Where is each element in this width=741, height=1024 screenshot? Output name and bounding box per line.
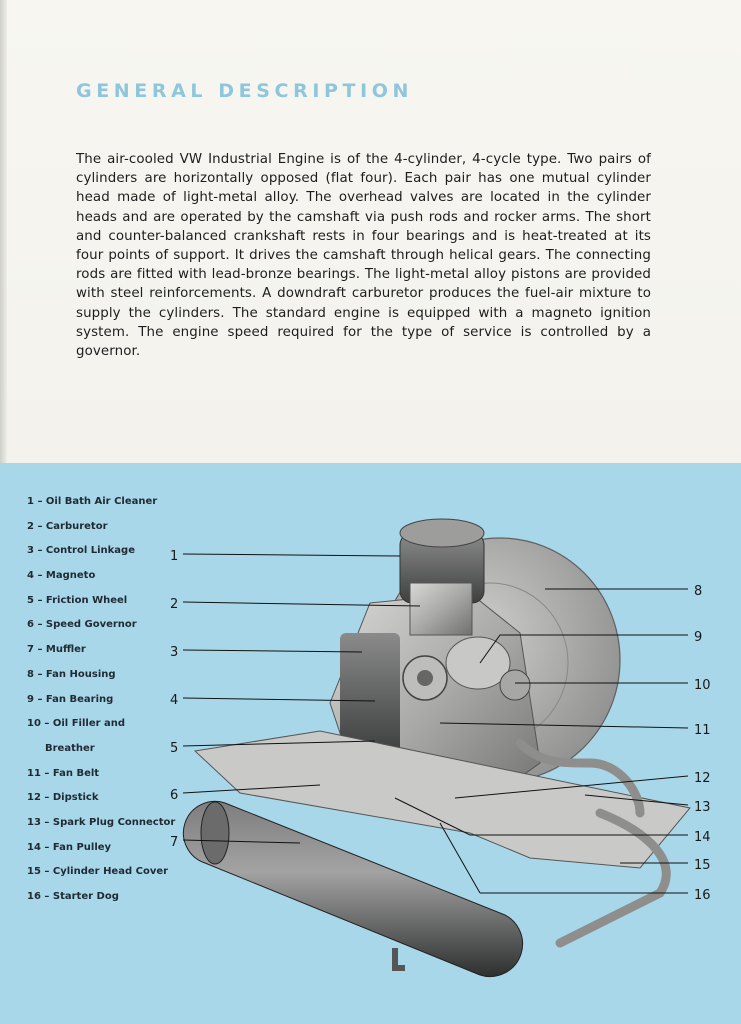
callout-number: 13 <box>694 800 711 815</box>
callout-number: 5 <box>170 741 179 756</box>
legend-item: 7 – Muffler <box>27 644 86 656</box>
page-title: GENERAL DESCRIPTION <box>76 80 413 102</box>
callout-number: 1 <box>170 549 179 564</box>
legend-item: 12 – Dipstick <box>27 792 99 804</box>
engine-illustration <box>0 463 741 1024</box>
legend-item: 1 – Oil Bath Air Cleaner <box>27 496 158 507</box>
callout-number: 6 <box>170 788 179 803</box>
callout-number: 3 <box>170 645 179 660</box>
legend-item: 13 – Spark Plug Connector <box>27 816 176 828</box>
callout-number: 2 <box>170 597 179 612</box>
legend-item: Breather <box>45 742 95 754</box>
legend-item: 9 – Fan Bearing <box>27 693 114 705</box>
legend-item: 6 – Speed Governor <box>27 619 137 631</box>
legend-item: 15 – Cylinder Head Cover <box>27 866 169 878</box>
legend-item: 4 – Magneto <box>27 570 96 582</box>
legend-item: 5 – Friction Wheel <box>27 594 128 606</box>
legend-item: 8 – Fan Housing <box>27 668 116 680</box>
callout-number: 7 <box>170 835 179 850</box>
callout-number: 16 <box>694 888 711 903</box>
air-cleaner-shape <box>400 519 484 635</box>
legend-item: 10 – Oil Filler and <box>27 718 126 730</box>
callout-number: 11 <box>694 723 711 738</box>
callout-number: 8 <box>694 584 703 599</box>
callout-number: 10 <box>694 678 711 693</box>
callout-number: 4 <box>170 693 179 708</box>
callout-number: 12 <box>694 771 711 786</box>
callout-number: 9 <box>694 630 703 645</box>
callout-number: 15 <box>694 858 711 873</box>
legend-item: 3 – Control Linkage <box>27 545 135 557</box>
legend-item: 16 – Starter Dog <box>27 891 119 902</box>
description-paragraph: The air-cooled VW Industrial Engine is of the 4-cylinder, 4-cycle type. Two pairs of cylinders are horizontally opposed (flat four). Each pair has one mutual cylinder head made of light-metal alloy. The overhead valves are located in the cylinder heads and are operated by the camshaft via push rods and rocker arms. The short and counter-balanced crankshaft rests in four bearings and is heat-treated at its four points of support. It drives the camshaft through helical gears. The connecting rods are fitted with lead-bronze bearings. The light-metal alloy pistons are provided with steel reinforcements. A downdraft carburetor produces the fuel-air mixture to supply the cylinders. The standard engine is equipped with a magneto ignition system. The engine speed required for the type of service is controlled by a governor. <box>76 152 651 360</box>
legend-item: 14 – Fan Pulley <box>27 841 112 853</box>
legend-item: 2 – Carburetor <box>27 520 108 532</box>
callout-number: 14 <box>694 830 711 845</box>
legend-item: 11 – Fan Belt <box>27 767 100 779</box>
